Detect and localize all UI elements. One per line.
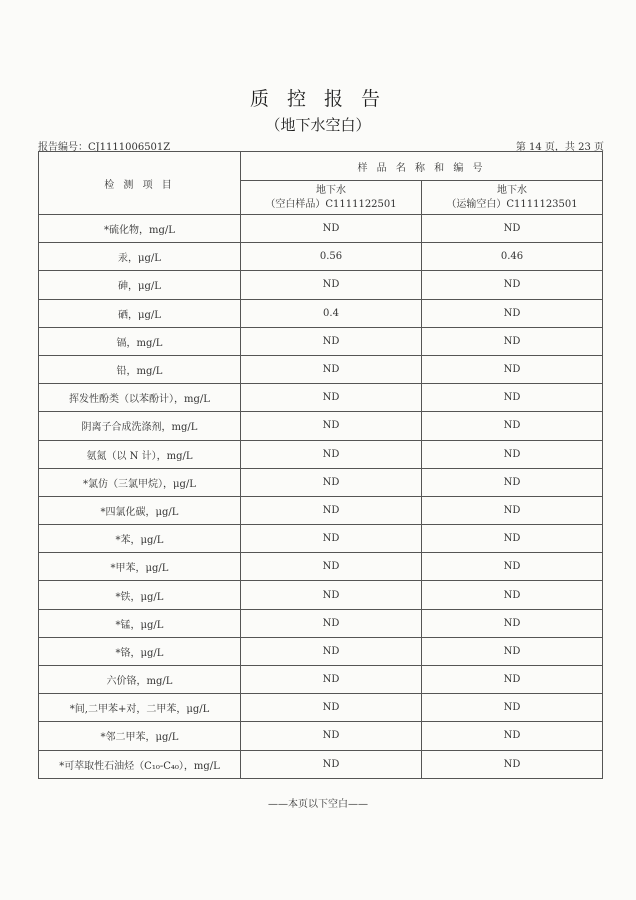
end-of-page-note: ——本页以下空白—— (268, 799, 368, 810)
item-cell: 砷，μg/L (39, 271, 241, 299)
value-cell-blank: 0.4 (241, 299, 422, 327)
value-cell-blank: ND (241, 694, 422, 722)
value-cell-transport: ND (422, 637, 603, 665)
table-row (39, 666, 603, 694)
item-cell: *间,二甲苯+对，二甲苯，μg/L (39, 694, 241, 722)
value-cell-transport: ND (422, 384, 603, 412)
value-cell-transport: ND (422, 412, 603, 440)
value-cell-blank: ND (241, 637, 422, 665)
table-row (39, 468, 603, 496)
value-cell-transport: ND (422, 694, 603, 722)
sample-id: （运输空白）C1111123501 (446, 198, 578, 210)
item-cell: 挥发性酚类（以苯酚计），mg/L (39, 384, 241, 412)
table-row (39, 496, 603, 524)
table-row (39, 525, 603, 553)
value-cell-blank: ND (241, 496, 422, 524)
table-row (39, 553, 603, 581)
value-cell-blank: ND (241, 525, 422, 553)
item-cell: 铅，mg/L (39, 355, 241, 383)
value-cell-blank: ND (241, 553, 422, 581)
sample-type: 地下水 (497, 184, 527, 196)
report-number-label: 报告编号： (38, 142, 88, 153)
item-cell: 六价铬，mg/L (39, 666, 241, 694)
value-cell-transport: ND (422, 609, 603, 637)
item-header: 检 测 项 目 (39, 152, 241, 215)
table-row (39, 243, 603, 271)
page-info: 第 14 页，共 23 页 (515, 142, 604, 153)
value-cell-blank: ND (241, 271, 422, 299)
value-cell-transport: ND (422, 327, 603, 355)
value-cell-blank: ND (241, 384, 422, 412)
value-cell-blank: 0.56 (241, 243, 422, 271)
item-cell: *可萃取性石油烃（C₁₀-C₄₀），mg/L (39, 750, 241, 778)
item-cell: 阴离子合成洗涤剂，mg/L (39, 412, 241, 440)
sample-header-blank (241, 181, 422, 215)
value-cell-blank: ND (241, 581, 422, 609)
value-cell-transport: ND (422, 215, 603, 243)
table-row (39, 271, 603, 299)
item-cell: 硒，μg/L (39, 299, 241, 327)
table-row (39, 215, 603, 243)
value-cell-transport: ND (422, 440, 603, 468)
table-row (39, 750, 603, 778)
value-cell-transport: ND (422, 271, 603, 299)
value-cell-transport: ND (422, 299, 603, 327)
value-cell-transport: ND (422, 722, 603, 750)
value-cell-transport: ND (422, 496, 603, 524)
report-number-value: CJ1111006501Z (88, 142, 171, 153)
value-cell-transport: 0.46 (422, 243, 603, 271)
item-cell: *邻二甲苯，μg/L (39, 722, 241, 750)
item-cell: *苯，μg/L (39, 525, 241, 553)
item-cell: 镉，mg/L (39, 327, 241, 355)
value-cell-blank: ND (241, 327, 422, 355)
sample-group-header: 样 品 名 称 和 编 号 (241, 152, 603, 181)
table-row (39, 440, 603, 468)
item-cell: *四氯化碳，μg/L (39, 496, 241, 524)
item-cell: *氯仿（三氯甲烷），μg/L (39, 468, 241, 496)
table-row (39, 722, 603, 750)
item-cell: *锰，μg/L (39, 609, 241, 637)
value-cell-blank: ND (241, 440, 422, 468)
item-cell: *铁，μg/L (39, 581, 241, 609)
results-table (38, 151, 603, 779)
value-cell-blank: ND (241, 750, 422, 778)
item-cell: 氨氮（以 N 计），mg/L (39, 440, 241, 468)
value-cell-transport: ND (422, 581, 603, 609)
value-cell-blank: ND (241, 412, 422, 440)
value-cell-blank: ND (241, 355, 422, 383)
table-row (39, 299, 603, 327)
table-row (39, 581, 603, 609)
header-row-1 (39, 152, 603, 181)
sample-header-transport (422, 181, 603, 215)
table-row (39, 384, 603, 412)
value-cell-transport: ND (422, 666, 603, 694)
value-cell-blank: ND (241, 722, 422, 750)
value-cell-transport: ND (422, 355, 603, 383)
table-row (39, 609, 603, 637)
value-cell-blank: ND (241, 666, 422, 694)
value-cell-transport: ND (422, 468, 603, 496)
table-row (39, 637, 603, 665)
item-cell: *硫化物，mg/L (39, 215, 241, 243)
item-cell: *铬，μg/L (39, 637, 241, 665)
report-title: 质 控 报 告 (249, 88, 387, 110)
report-subtitle: （地下水空白） (265, 116, 371, 134)
item-cell: *甲苯，μg/L (39, 553, 241, 581)
item-cell: 汞，μg/L (39, 243, 241, 271)
table-row (39, 694, 603, 722)
table-row (39, 412, 603, 440)
value-cell-transport: ND (422, 525, 603, 553)
value-cell-blank: ND (241, 468, 422, 496)
table-row (39, 327, 603, 355)
value-cell-transport: ND (422, 553, 603, 581)
sample-id: （空白样品）C1111122501 (265, 198, 397, 210)
value-cell-transport: ND (422, 750, 603, 778)
value-cell-blank: ND (241, 215, 422, 243)
table-row (39, 355, 603, 383)
value-cell-blank: ND (241, 609, 422, 637)
sample-type: 地下水 (316, 184, 346, 196)
